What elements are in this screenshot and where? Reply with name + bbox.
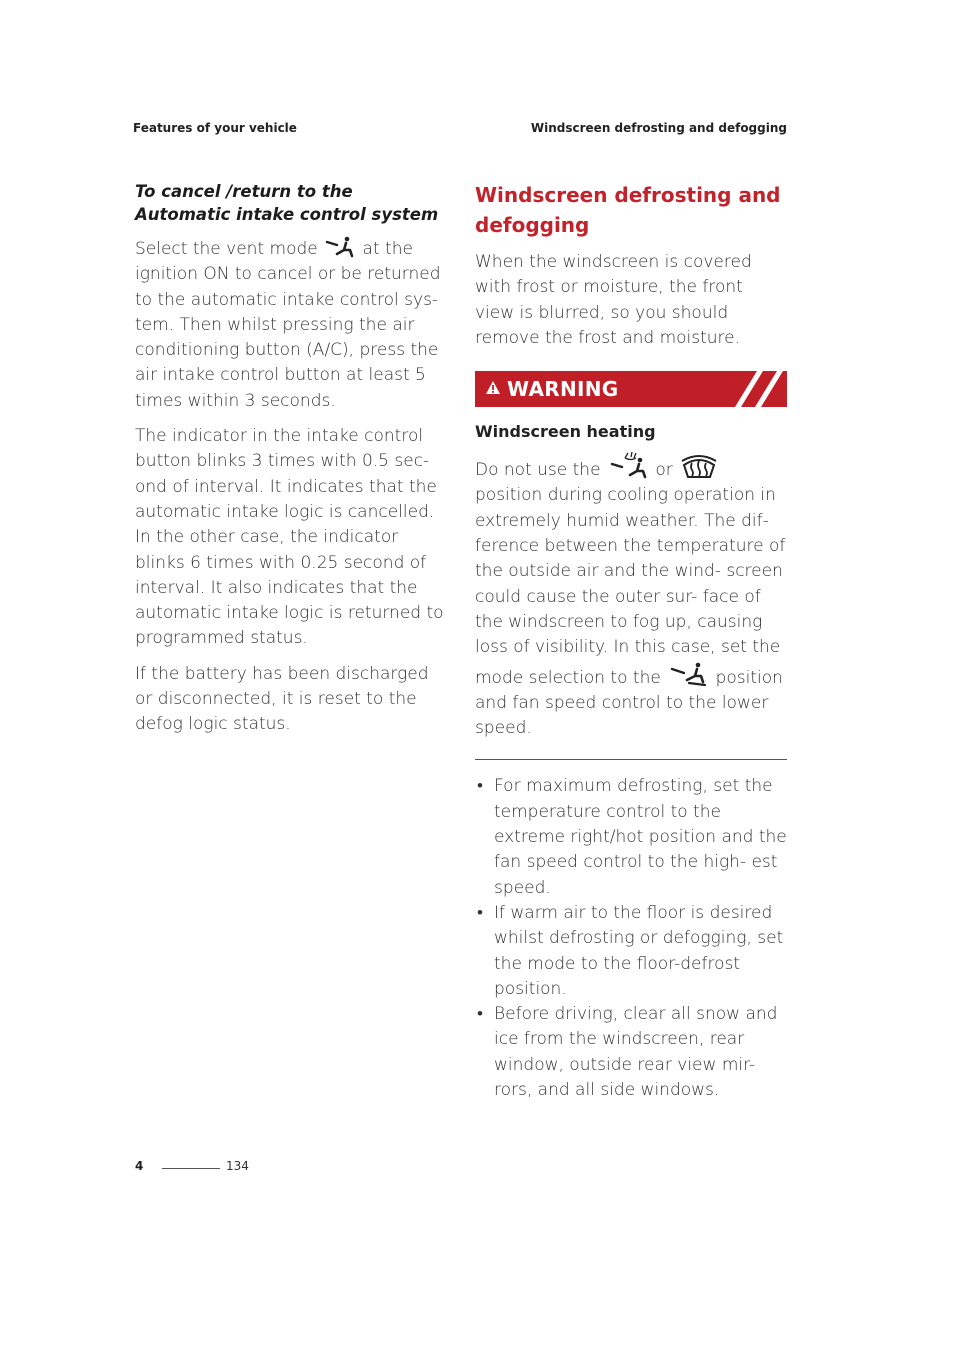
- list-item-text: For maximum defrosting, set the temperature control to the extreme right/hot position and the fan speed control to the high- est speed.: [494, 776, 787, 898]
- warning-banner: [475, 371, 787, 407]
- vent-floor-mode-icon: [668, 661, 708, 687]
- defrost-icon: [680, 453, 718, 479]
- divider-line: [475, 759, 787, 760]
- warning-stripes: [727, 371, 787, 407]
- text-warning-body: position during cooling operation in extremely humid weather. The dif- ference between the temperature of the outside air and the wind- screen could cause the outer sur- face of the windscreen to fog up, causing loss of visibility. In this case, set the mode selection to the: [475, 485, 786, 688]
- bullet-dot: •: [477, 902, 483, 923]
- left-column: [135, 180, 445, 748]
- list-item-text: Before driving, clear all snow and ice from the windscreen, rear window, outside rear view mir- rors, and all side windows.: [494, 1004, 778, 1101]
- list-item: [475, 901, 787, 1002]
- text-or: or: [655, 460, 673, 481]
- list-item: [475, 1002, 787, 1103]
- paragraph-indicator-blinks: The indicator in the intake control button blinks 3 times with 0.5 sec- ond of interval. It indicates that the automatic intake logic is cancelled. In the other case, the indicator blinks 6 times with 0.25 second of interval. It also indicates that the automatic intake logic is returned to programmed status.: [135, 426, 444, 649]
- right-column: [475, 180, 787, 1103]
- warning-label: WARNING: [507, 377, 619, 402]
- bullet-dot: •: [477, 776, 483, 797]
- footer-rule: [162, 1168, 220, 1169]
- warning-title: Windscreen heating: [475, 422, 656, 442]
- section-title-defrosting: Windscreen defrosting and defogging: [475, 183, 781, 237]
- paragraph-battery-reset: If the battery has been discharged or disconnected, it is reset to the defog logic status.: [135, 663, 429, 735]
- floor-defrost-mode-icon: [608, 451, 648, 479]
- bullet-list: [475, 774, 787, 1103]
- chapter-number: 4: [135, 1159, 144, 1173]
- warning-triangle-icon: [485, 380, 501, 396]
- text-vent-mode-instructions: at the ignition ON to cancel or be returned to the automatic intake control sys- tem. Then whilst pressing the air conditioning button (A/C), press the air intake control button at least 5 times within 3 seconds.: [135, 239, 441, 411]
- text-do-not-use: Do not use the: [475, 460, 601, 481]
- page-number: 134: [226, 1159, 249, 1173]
- paragraph-warning-text: [475, 451, 787, 741]
- header-section-title: Features of your vehicle: [133, 121, 297, 135]
- list-item-text: If warm air to the floor is desired whilst defrosting or defogging, set the mode to the floor-defrost position.: [494, 902, 784, 999]
- subheading-cancel-return: To cancel /return to the Automatic intake control system: [135, 182, 439, 224]
- text-select-vent-mode: Select the vent mode: [135, 239, 318, 259]
- paragraph-vent-mode: [135, 236, 445, 414]
- header-page-topic: Windscreen defrosting and defogging: [530, 121, 787, 135]
- paragraph-intro: When the windscreen is covered with frost or moisture, the front view is blurred, so you should remove the frost and moisture.: [475, 252, 752, 348]
- text-warning-end: position and fan speed control to the lower speed.: [475, 667, 783, 739]
- vent-mode-icon: [325, 236, 355, 258]
- list-item: [475, 774, 787, 900]
- bullet-dot: •: [477, 1004, 483, 1025]
